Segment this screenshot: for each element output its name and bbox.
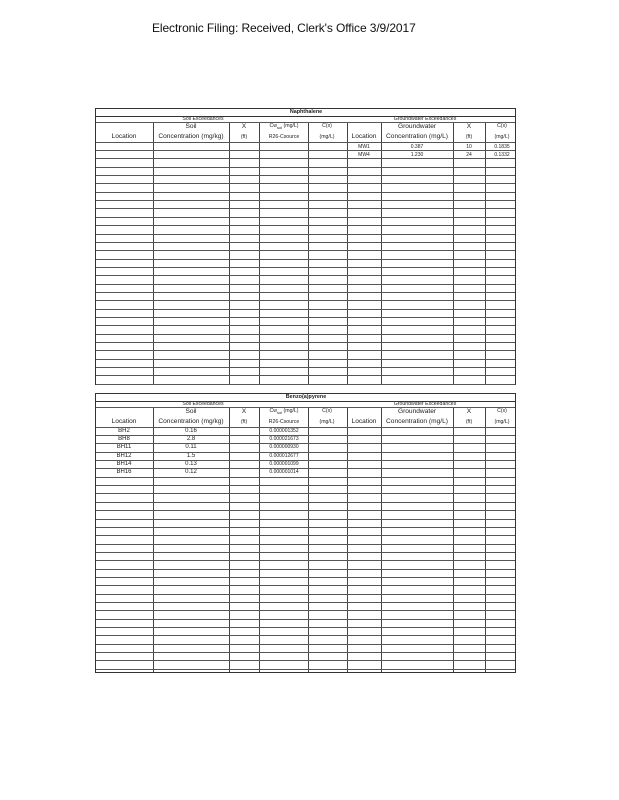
header-cw-sol: $Cw_{sol}$ (mg/L) — [269, 408, 299, 416]
row-divider — [96, 669, 515, 670]
row-divider — [96, 342, 515, 343]
header-cx: C(x) — [322, 123, 332, 129]
row-divider — [96, 435, 515, 436]
row-divider — [96, 427, 515, 428]
header-cx-unit: (mg/L) — [319, 134, 335, 140]
soil-row-csource: 0.000001099 — [269, 461, 299, 467]
gw-group-header: Groundwater Exceedances — [393, 116, 457, 122]
column-divider — [453, 407, 454, 672]
soil-row-conc: 0.13 — [185, 461, 197, 467]
row-divider — [96, 493, 515, 494]
header-x: X — [241, 408, 247, 415]
row-divider — [96, 468, 515, 469]
row-divider — [96, 527, 515, 528]
row-divider — [96, 292, 515, 293]
row-divider — [96, 317, 515, 318]
table-title: Benzo(a)pyrene — [285, 394, 327, 400]
header-x: X — [241, 123, 247, 130]
header-x-2: X — [466, 408, 472, 415]
header-x-2: X — [466, 123, 472, 130]
header-location-2: Location — [351, 133, 377, 140]
row-divider — [96, 443, 515, 444]
header-cx-2: C(x) — [497, 123, 507, 129]
row-divider — [96, 485, 515, 486]
row-divider — [96, 275, 515, 276]
header-groundwater: Groundwater — [397, 408, 437, 415]
column-divider — [308, 407, 309, 672]
row-divider — [96, 192, 515, 193]
gw-row-location: MW1 — [358, 144, 370, 150]
column-divider — [229, 407, 230, 672]
soil-row-conc: 1.5 — [186, 453, 196, 459]
header-soil: Soil — [185, 408, 197, 415]
row-divider — [96, 367, 515, 368]
soil-row-conc: 0.16 — [185, 428, 197, 434]
row-divider — [96, 309, 515, 310]
row-divider — [96, 375, 515, 376]
header-r26-csource: R26-Csource — [268, 419, 300, 425]
column-divider — [153, 122, 154, 384]
header-groundwater: Groundwater — [397, 123, 437, 130]
soil-row-location: BH11 — [116, 444, 132, 450]
row-divider — [96, 234, 515, 235]
naphthalene-table — [95, 108, 516, 385]
row-divider — [96, 652, 515, 653]
row-divider — [96, 150, 515, 151]
gw-row-cx: 0.1332 — [494, 152, 510, 158]
row-divider — [96, 200, 515, 201]
row-divider — [96, 208, 515, 209]
gw-row-x: 24 — [466, 152, 472, 158]
row-divider — [96, 594, 515, 595]
row-divider — [96, 116, 515, 117]
column-divider — [453, 122, 454, 384]
column-divider — [308, 122, 309, 384]
column-divider — [347, 122, 348, 384]
row-divider — [96, 175, 515, 176]
row-divider — [96, 334, 515, 335]
row-divider — [96, 477, 515, 478]
gw-group-header: Groundwater Exceedances — [393, 401, 457, 407]
row-divider — [96, 569, 515, 570]
row-divider — [96, 602, 515, 603]
header-gw-conc: Concentration (mg/L) — [386, 418, 448, 425]
soil-row-conc: 0.11 — [185, 444, 197, 450]
row-divider — [96, 300, 515, 301]
row-divider — [96, 544, 515, 545]
gw-row-location: MW4 — [358, 152, 370, 158]
gw-row-conc: 0.387 — [410, 144, 424, 150]
row-divider — [96, 359, 515, 360]
row-divider — [96, 142, 515, 143]
header-cx-2: C(x) — [497, 408, 507, 414]
row-divider — [96, 560, 515, 561]
row-divider — [96, 535, 515, 536]
row-divider — [96, 577, 515, 578]
row-divider — [96, 325, 515, 326]
row-divider — [96, 384, 515, 385]
row-divider — [96, 250, 515, 251]
column-divider — [153, 407, 154, 672]
row-divider — [96, 502, 515, 503]
row-divider — [96, 407, 515, 408]
soil-row-csource: 0.000001352 — [269, 428, 299, 434]
header-location: Location — [111, 133, 137, 140]
soil-row-location: BH16 — [116, 469, 132, 475]
header-gw-conc: Concentration (mg/L) — [386, 133, 448, 140]
row-divider — [96, 610, 515, 611]
header-x-2-unit: (ft) — [465, 419, 473, 425]
row-divider — [96, 401, 515, 402]
header-cx-unit: (mg/L) — [319, 419, 335, 425]
column-divider — [485, 122, 486, 384]
column-divider — [381, 122, 382, 384]
header-cx-2-unit: (mg/L) — [494, 134, 510, 140]
header-location: Location — [111, 418, 137, 425]
row-divider — [96, 519, 515, 520]
row-divider — [96, 460, 515, 461]
soil-row-location: BH14 — [116, 461, 132, 467]
row-divider — [96, 267, 515, 268]
row-divider — [96, 167, 515, 168]
row-divider — [96, 122, 515, 123]
row-divider — [96, 552, 515, 553]
gw-row-conc: 1.230 — [410, 152, 424, 158]
row-divider — [96, 452, 515, 453]
row-divider — [96, 660, 515, 661]
row-divider — [96, 619, 515, 620]
header-cw-sol: $Cw_{sol}$ (mg/L) — [269, 123, 299, 131]
row-divider — [96, 183, 515, 184]
soil-row-location: BH2 — [118, 428, 130, 434]
header-soil-conc: Concentration (mg/kg) — [158, 418, 224, 425]
header-x-unit: (ft) — [240, 134, 248, 140]
soil-row-csource: 0.000001014 — [269, 469, 299, 475]
header-soil-conc: Concentration (mg/kg) — [158, 133, 224, 140]
soil-row-csource: 0.000000930 — [269, 444, 299, 450]
column-divider — [347, 407, 348, 672]
column-divider — [229, 122, 230, 384]
soil-row-location: BH8 — [118, 436, 130, 442]
header-x-2-unit: (ft) — [465, 134, 473, 140]
soil-row-location: BH12 — [116, 453, 132, 459]
soil-row-csource: 0.000021673 — [269, 436, 299, 442]
soil-row-conc: 2.8 — [186, 436, 196, 442]
row-divider — [96, 635, 515, 636]
column-divider — [485, 407, 486, 672]
row-divider — [96, 225, 515, 226]
column-divider — [259, 407, 260, 672]
header-soil: Soil — [185, 123, 197, 130]
row-divider — [96, 158, 515, 159]
row-divider — [96, 284, 515, 285]
column-divider — [381, 407, 382, 672]
soil-group-header: Soil Exceedances — [182, 116, 224, 122]
header-r26-csource: R26-Csource — [268, 134, 300, 140]
benzo-a-pyrene-table — [95, 393, 516, 673]
header-cx: C(x) — [322, 408, 332, 414]
gw-row-x: 10 — [466, 144, 472, 150]
filing-stamp: Electronic Filing: Received, Clerk's Office 3/9/2017 — [152, 21, 416, 35]
row-divider — [96, 585, 515, 586]
row-divider — [96, 510, 515, 511]
row-divider — [96, 259, 515, 260]
header-location-2: Location — [351, 418, 377, 425]
soil-group-header: Soil Exceedances — [182, 401, 224, 407]
row-divider — [96, 217, 515, 218]
table-title: Naphthalene — [289, 109, 323, 115]
header-cx-2-unit: (mg/L) — [494, 419, 510, 425]
gw-row-cx: 0.1835 — [494, 144, 510, 150]
row-divider — [96, 627, 515, 628]
soil-row-conc: 0.12 — [185, 469, 197, 475]
header-x-unit: (ft) — [240, 419, 248, 425]
column-divider — [259, 122, 260, 384]
row-divider — [96, 242, 515, 243]
soil-row-csource: 0.000012677 — [269, 453, 299, 459]
row-divider — [96, 350, 515, 351]
row-divider — [96, 644, 515, 645]
